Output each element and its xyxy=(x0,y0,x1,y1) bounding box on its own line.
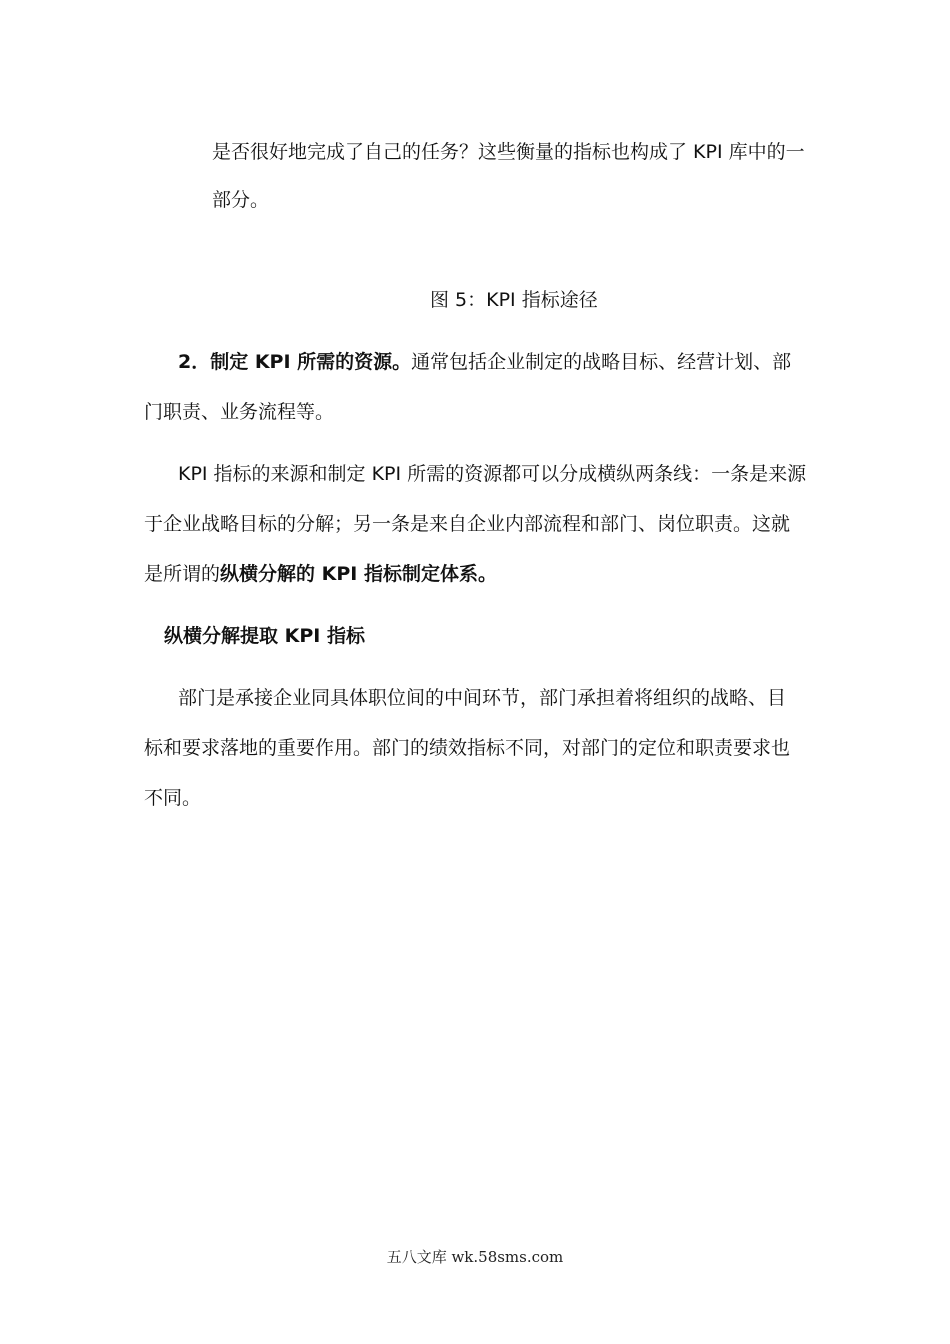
para2-bold-lead: 2．制定 KPI 所需的资源。 xyxy=(178,351,412,373)
para2-line2: 门职责、业务流程等。 xyxy=(144,401,335,423)
para3-line2: 于企业战略目标的分解；另一条是来自企业内部流程和部门、岗位职责。这就 xyxy=(144,513,791,535)
para3-line3 xyxy=(144,562,497,586)
para4-line2: 标和要求落地的重要作用。部门的绩效指标不同，对部门的定位和职责要求也 xyxy=(144,737,791,759)
para1-line1: 是否很好地完成了自己的任务？这些衡量的指标也构成了 KPI 库中的一 xyxy=(212,141,805,163)
para1-line2: 部分。 xyxy=(212,189,270,211)
para3-line1: KPI 指标的来源和制定 KPI 所需的资源都可以分成横纵两条线：一条是来源 xyxy=(178,463,807,485)
footer-watermark: 五八文库 wk.58sms.com xyxy=(386,1248,564,1266)
para4-line1: 部门是承接企业同具体职位间的中间环节，部门承担着将组织的战略、目 xyxy=(178,687,787,709)
figure-caption: 图 5：KPI 指标途径 xyxy=(430,289,598,311)
para2-line1 xyxy=(178,350,791,374)
section-heading: 纵横分解提取 KPI 指标 xyxy=(164,625,365,647)
para3-line3-plain: 是所谓的 xyxy=(144,563,221,585)
para2-line1-rest: 通常包括企业制定的战略目标、经营计划、部 xyxy=(411,351,792,373)
para3-line3-bold: 纵横分解的 KPI 指标制定体系。 xyxy=(220,563,497,585)
para4-line3: 不同。 xyxy=(144,787,202,809)
